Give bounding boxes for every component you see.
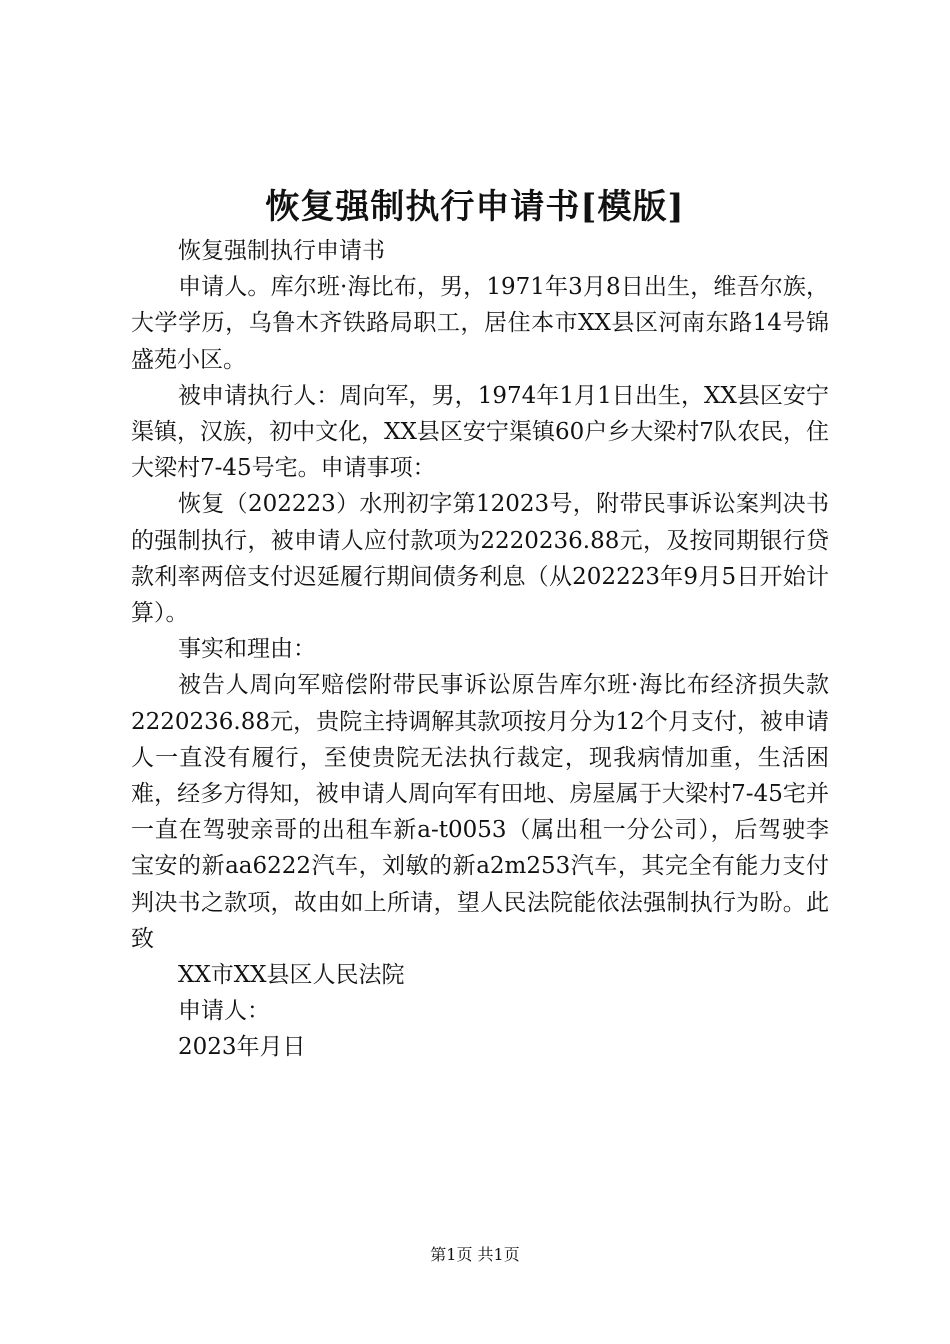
paragraph-facts-heading: 事实和理由： [178, 636, 316, 663]
paragraph-respondent: 被申请执行人：周向军，男，1974年1月1日出生，XX县区安宁渠镇，汉族，初中文化，XX县区安宁渠镇60户乡大梁村7队农民，住大梁村7-45号宅。申请事项： [131, 382, 829, 482]
paragraph-signature: 申请人： [178, 998, 270, 1025]
paragraph-court: XX市XX县区人民法院 [178, 962, 405, 989]
paragraph-heading: 恢复强制执行申请书 [178, 238, 385, 264]
paragraph-request: 恢复（202223）水刑初字第12023号，附带民事诉讼案判决书的强制执行，被申请人应付款项为2220236.88元，及按同期银行贷款利率两倍支付迟延履行期间债务利息（从202223年9月5日开始计算）。 [131, 491, 829, 627]
paragraph-date: 2023年月日 [178, 1034, 306, 1061]
paragraph-facts: 被告人周向军赔偿附带民事诉讼原告库尔班·海比布经济损失款2220236.88元，贵院主持调解其款项按月分为12个月支付，被申请人一直没有履行，至使贵院无法执行裁定，现我病情加重，生活困难，经多方得知，被申请人周向军有田地、房屋属于大梁村7-45宅并一直在驾驶亲哥的出租车新a-t0053（属出租一分公司），后驾驶李宝安的新aa6222汽车，刘敏的新a2m253汽车，其完全有能力支付判决书之款项，故由如上所请，望人民法院能依法强制执行为盼。此致 [131, 672, 829, 952]
document-title: 恢复强制执行申请书[模版] [265, 187, 685, 227]
paragraph-applicant: 申请人。库尔班·海比布，男，1971年3月8日出生，维吾尔族，大学学历，乌鲁木齐铁路局职工，居住本市XX县区河南东路14号锦盛苑小区。 [131, 274, 829, 373]
page-number: 第1页 共1页 [430, 1245, 520, 1264]
document-body [131, 233, 829, 1066]
